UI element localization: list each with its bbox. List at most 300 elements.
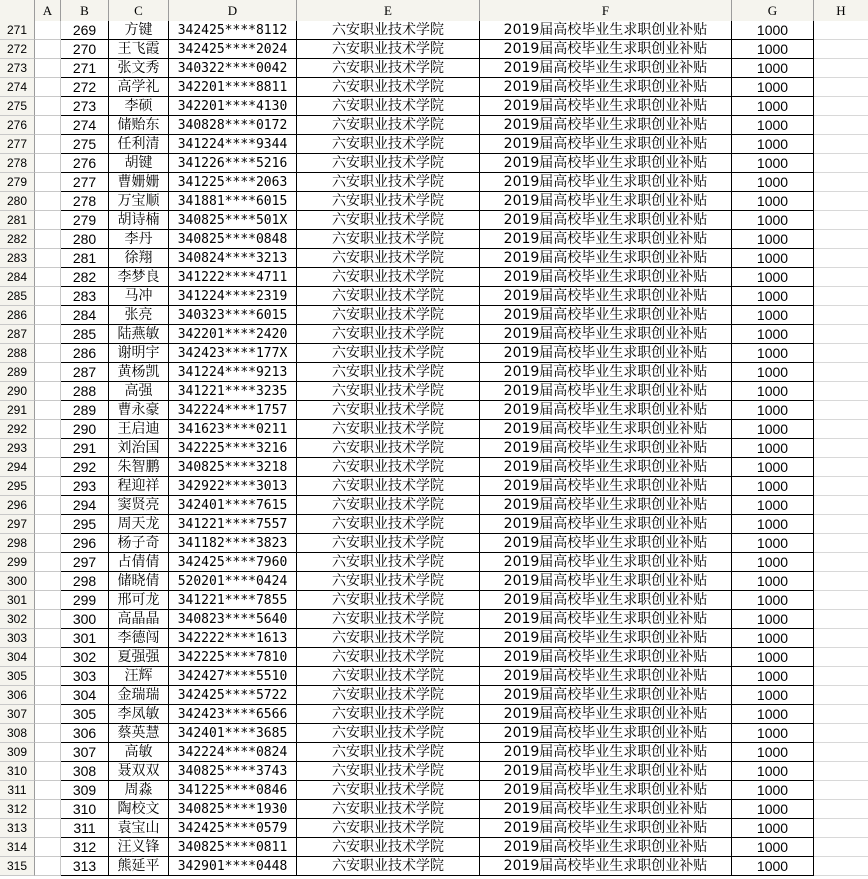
cell-e-school[interactable]: 六安职业技术学院 xyxy=(297,572,480,591)
column-header-e[interactable]: E xyxy=(297,0,480,21)
cell-g-amount[interactable]: 1000 xyxy=(732,116,814,135)
row-header[interactable]: 287 xyxy=(0,325,35,344)
cell-b-index[interactable]: 286 xyxy=(61,344,109,363)
cell-a[interactable] xyxy=(35,762,61,781)
cell-g-amount[interactable]: 1000 xyxy=(732,496,814,515)
cell-g-amount[interactable]: 1000 xyxy=(732,173,814,192)
cell-g-amount[interactable]: 1000 xyxy=(732,135,814,154)
cell-h[interactable] xyxy=(814,230,868,249)
cell-a[interactable] xyxy=(35,838,61,857)
cell-f-subsidy-type[interactable]: 2019届高校毕业生求职创业补贴 xyxy=(480,97,732,116)
row-header[interactable]: 308 xyxy=(0,724,35,743)
cell-g-amount[interactable]: 1000 xyxy=(732,857,814,876)
row-header[interactable]: 315 xyxy=(0,857,35,876)
row-header[interactable]: 288 xyxy=(0,344,35,363)
cell-d-id-number[interactable]: 340825****1930 xyxy=(169,800,297,819)
cell-e-school[interactable]: 六安职业技术学院 xyxy=(297,306,480,325)
cell-b-index[interactable]: 273 xyxy=(61,97,109,116)
cell-f-subsidy-type[interactable]: 2019届高校毕业生求职创业补贴 xyxy=(480,420,732,439)
cell-h[interactable] xyxy=(814,591,868,610)
row-header[interactable]: 313 xyxy=(0,819,35,838)
row-header[interactable]: 291 xyxy=(0,401,35,420)
cell-e-school[interactable]: 六安职业技术学院 xyxy=(297,629,480,648)
cell-h[interactable] xyxy=(814,458,868,477)
cell-a[interactable] xyxy=(35,553,61,572)
cell-b-index[interactable]: 275 xyxy=(61,135,109,154)
cell-d-id-number[interactable]: 341221****7855 xyxy=(169,591,297,610)
row-header[interactable]: 312 xyxy=(0,800,35,819)
cell-f-subsidy-type[interactable]: 2019届高校毕业生求职创业补贴 xyxy=(480,249,732,268)
cell-c-name[interactable]: 张亮 xyxy=(109,306,169,325)
cell-h[interactable] xyxy=(814,762,868,781)
cell-c-name[interactable]: 方键 xyxy=(109,21,169,40)
cell-b-index[interactable]: 301 xyxy=(61,629,109,648)
row-header[interactable]: 303 xyxy=(0,629,35,648)
cell-c-name[interactable]: 窦贤亮 xyxy=(109,496,169,515)
cell-a[interactable] xyxy=(35,458,61,477)
cell-a[interactable] xyxy=(35,591,61,610)
cell-a[interactable] xyxy=(35,173,61,192)
cell-e-school[interactable]: 六安职业技术学院 xyxy=(297,230,480,249)
cell-f-subsidy-type[interactable]: 2019届高校毕业生求职创业补贴 xyxy=(480,838,732,857)
cell-e-school[interactable]: 六安职业技术学院 xyxy=(297,439,480,458)
cell-e-school[interactable]: 六安职业技术学院 xyxy=(297,648,480,667)
cell-e-school[interactable]: 六安职业技术学院 xyxy=(297,705,480,724)
cell-b-index[interactable]: 310 xyxy=(61,800,109,819)
row-header[interactable]: 309 xyxy=(0,743,35,762)
column-header-f[interactable]: F xyxy=(480,0,732,21)
row-header[interactable]: 305 xyxy=(0,667,35,686)
cell-f-subsidy-type[interactable]: 2019届高校毕业生求职创业补贴 xyxy=(480,572,732,591)
cell-e-school[interactable]: 六安职业技术学院 xyxy=(297,268,480,287)
cell-d-id-number[interactable]: 342425****0579 xyxy=(169,819,297,838)
cell-a[interactable] xyxy=(35,629,61,648)
cell-e-school[interactable]: 六安职业技术学院 xyxy=(297,78,480,97)
cell-h[interactable] xyxy=(814,40,868,59)
cell-f-subsidy-type[interactable]: 2019届高校毕业生求职创业补贴 xyxy=(480,610,732,629)
cell-h[interactable] xyxy=(814,496,868,515)
cell-h[interactable] xyxy=(814,648,868,667)
row-header[interactable]: 296 xyxy=(0,496,35,515)
cell-c-name[interactable]: 周天龙 xyxy=(109,515,169,534)
row-header[interactable]: 278 xyxy=(0,154,35,173)
row-header[interactable]: 274 xyxy=(0,78,35,97)
cell-g-amount[interactable]: 1000 xyxy=(732,382,814,401)
cell-h[interactable] xyxy=(814,629,868,648)
cell-a[interactable] xyxy=(35,534,61,553)
cell-b-index[interactable]: 284 xyxy=(61,306,109,325)
cell-h[interactable] xyxy=(814,306,868,325)
cell-f-subsidy-type[interactable]: 2019届高校毕业生求职创业补贴 xyxy=(480,211,732,230)
cell-g-amount[interactable]: 1000 xyxy=(732,40,814,59)
cell-g-amount[interactable]: 1000 xyxy=(732,762,814,781)
cell-b-index[interactable]: 313 xyxy=(61,857,109,876)
cell-d-id-number[interactable]: 342425****5722 xyxy=(169,686,297,705)
cell-f-subsidy-type[interactable]: 2019届高校毕业生求职创业补贴 xyxy=(480,439,732,458)
cell-b-index[interactable]: 298 xyxy=(61,572,109,591)
cell-e-school[interactable]: 六安职业技术学院 xyxy=(297,477,480,496)
cell-c-name[interactable]: 陆燕敏 xyxy=(109,325,169,344)
cell-d-id-number[interactable]: 341224****9344 xyxy=(169,135,297,154)
row-header[interactable]: 283 xyxy=(0,249,35,268)
cell-b-index[interactable]: 304 xyxy=(61,686,109,705)
cell-d-id-number[interactable]: 342225****3216 xyxy=(169,439,297,458)
cell-a[interactable] xyxy=(35,496,61,515)
cell-h[interactable] xyxy=(814,78,868,97)
cell-g-amount[interactable]: 1000 xyxy=(732,629,814,648)
cell-a[interactable] xyxy=(35,667,61,686)
cell-b-index[interactable]: 307 xyxy=(61,743,109,762)
cell-c-name[interactable]: 储贻东 xyxy=(109,116,169,135)
cell-f-subsidy-type[interactable]: 2019届高校毕业生求职创业补贴 xyxy=(480,477,732,496)
row-header[interactable]: 284 xyxy=(0,268,35,287)
cell-a[interactable] xyxy=(35,572,61,591)
cell-f-subsidy-type[interactable]: 2019届高校毕业生求职创业补贴 xyxy=(480,629,732,648)
cell-e-school[interactable]: 六安职业技术学院 xyxy=(297,458,480,477)
cell-c-name[interactable]: 胡键 xyxy=(109,154,169,173)
cell-c-name[interactable]: 夏强强 xyxy=(109,648,169,667)
cell-h[interactable] xyxy=(814,325,868,344)
cell-d-id-number[interactable]: 342423****177X xyxy=(169,344,297,363)
cell-g-amount[interactable]: 1000 xyxy=(732,591,814,610)
row-header[interactable]: 285 xyxy=(0,287,35,306)
cell-e-school[interactable]: 六安职业技术学院 xyxy=(297,515,480,534)
cell-b-index[interactable]: 292 xyxy=(61,458,109,477)
cell-g-amount[interactable]: 1000 xyxy=(732,800,814,819)
cell-c-name[interactable]: 张文秀 xyxy=(109,59,169,78)
cell-c-name[interactable]: 邢可龙 xyxy=(109,591,169,610)
cell-f-subsidy-type[interactable]: 2019届高校毕业生求职创业补贴 xyxy=(480,173,732,192)
cell-a[interactable] xyxy=(35,401,61,420)
cell-g-amount[interactable]: 1000 xyxy=(732,724,814,743)
cell-h[interactable] xyxy=(814,553,868,572)
cell-b-index[interactable]: 308 xyxy=(61,762,109,781)
row-header[interactable]: 314 xyxy=(0,838,35,857)
cell-f-subsidy-type[interactable]: 2019届高校毕业生求职创业补贴 xyxy=(480,591,732,610)
cell-g-amount[interactable]: 1000 xyxy=(732,477,814,496)
cell-e-school[interactable]: 六安职业技术学院 xyxy=(297,610,480,629)
cell-a[interactable] xyxy=(35,857,61,876)
cell-g-amount[interactable]: 1000 xyxy=(732,686,814,705)
cell-f-subsidy-type[interactable]: 2019届高校毕业生求职创业补贴 xyxy=(480,857,732,876)
cell-g-amount[interactable]: 1000 xyxy=(732,781,814,800)
cell-d-id-number[interactable]: 341222****4711 xyxy=(169,268,297,287)
cell-d-id-number[interactable]: 341225****2063 xyxy=(169,173,297,192)
cell-a[interactable] xyxy=(35,59,61,78)
column-header-b[interactable]: B xyxy=(61,0,109,21)
cell-h[interactable] xyxy=(814,724,868,743)
cell-h[interactable] xyxy=(814,420,868,439)
cell-a[interactable] xyxy=(35,648,61,667)
cell-d-id-number[interactable]: 342427****5510 xyxy=(169,667,297,686)
row-header[interactable]: 292 xyxy=(0,420,35,439)
row-header[interactable]: 272 xyxy=(0,40,35,59)
row-header[interactable]: 310 xyxy=(0,762,35,781)
cell-c-name[interactable]: 杨子奇 xyxy=(109,534,169,553)
cell-h[interactable] xyxy=(814,743,868,762)
cell-e-school[interactable]: 六安职业技术学院 xyxy=(297,762,480,781)
cell-f-subsidy-type[interactable]: 2019届高校毕业生求职创业补贴 xyxy=(480,724,732,743)
cell-d-id-number[interactable]: 520201****0424 xyxy=(169,572,297,591)
cell-h[interactable] xyxy=(814,382,868,401)
cell-h[interactable] xyxy=(814,800,868,819)
cell-d-id-number[interactable]: 341225****0846 xyxy=(169,781,297,800)
cell-e-school[interactable]: 六安职业技术学院 xyxy=(297,344,480,363)
cell-f-subsidy-type[interactable]: 2019届高校毕业生求职创业补贴 xyxy=(480,344,732,363)
cell-g-amount[interactable]: 1000 xyxy=(732,705,814,724)
row-header[interactable]: 276 xyxy=(0,116,35,135)
cell-e-school[interactable]: 六安职业技术学院 xyxy=(297,173,480,192)
cell-c-name[interactable]: 金瑞瑞 xyxy=(109,686,169,705)
cell-g-amount[interactable]: 1000 xyxy=(732,667,814,686)
cell-g-amount[interactable]: 1000 xyxy=(732,325,814,344)
row-header[interactable]: 304 xyxy=(0,648,35,667)
column-header-h[interactable]: H xyxy=(814,0,868,21)
cell-a[interactable] xyxy=(35,363,61,382)
cell-g-amount[interactable]: 1000 xyxy=(732,21,814,40)
cell-g-amount[interactable]: 1000 xyxy=(732,819,814,838)
cell-d-id-number[interactable]: 342201****4130 xyxy=(169,97,297,116)
cell-e-school[interactable]: 六安职业技术学院 xyxy=(297,154,480,173)
cell-d-id-number[interactable]: 340825****0848 xyxy=(169,230,297,249)
cell-c-name[interactable]: 万宝顺 xyxy=(109,192,169,211)
cell-e-school[interactable]: 六安职业技术学院 xyxy=(297,781,480,800)
cell-d-id-number[interactable]: 342423****6566 xyxy=(169,705,297,724)
cell-e-school[interactable]: 六安职业技术学院 xyxy=(297,325,480,344)
cell-e-school[interactable]: 六安职业技术学院 xyxy=(297,534,480,553)
cell-c-name[interactable]: 曹永豪 xyxy=(109,401,169,420)
cell-f-subsidy-type[interactable]: 2019届高校毕业生求职创业补贴 xyxy=(480,667,732,686)
cell-b-index[interactable]: 294 xyxy=(61,496,109,515)
cell-f-subsidy-type[interactable]: 2019届高校毕业生求职创业补贴 xyxy=(480,78,732,97)
cell-d-id-number[interactable]: 342901****0448 xyxy=(169,857,297,876)
cell-b-index[interactable]: 290 xyxy=(61,420,109,439)
cell-f-subsidy-type[interactable]: 2019届高校毕业生求职创业补贴 xyxy=(480,819,732,838)
cell-b-index[interactable]: 288 xyxy=(61,382,109,401)
cell-h[interactable] xyxy=(814,705,868,724)
cell-g-amount[interactable]: 1000 xyxy=(732,420,814,439)
cell-c-name[interactable]: 黄杨凯 xyxy=(109,363,169,382)
cell-f-subsidy-type[interactable]: 2019届高校毕业生求职创业补贴 xyxy=(480,534,732,553)
cell-h[interactable] xyxy=(814,97,868,116)
cell-b-index[interactable]: 306 xyxy=(61,724,109,743)
row-header[interactable]: 280 xyxy=(0,192,35,211)
row-header[interactable]: 289 xyxy=(0,363,35,382)
cell-g-amount[interactable]: 1000 xyxy=(732,363,814,382)
cell-c-name[interactable]: 熊延平 xyxy=(109,857,169,876)
cell-b-index[interactable]: 303 xyxy=(61,667,109,686)
cell-c-name[interactable]: 汪义锋 xyxy=(109,838,169,857)
cell-h[interactable] xyxy=(814,287,868,306)
cell-c-name[interactable]: 占倩倩 xyxy=(109,553,169,572)
cell-f-subsidy-type[interactable]: 2019届高校毕业生求职创业补贴 xyxy=(480,781,732,800)
cell-d-id-number[interactable]: 340825****3218 xyxy=(169,458,297,477)
cell-g-amount[interactable]: 1000 xyxy=(732,154,814,173)
cell-f-subsidy-type[interactable]: 2019届高校毕业生求职创业补贴 xyxy=(480,515,732,534)
cell-e-school[interactable]: 六安职业技术学院 xyxy=(297,553,480,572)
cell-c-name[interactable]: 袁宝山 xyxy=(109,819,169,838)
cell-b-index[interactable]: 289 xyxy=(61,401,109,420)
cell-a[interactable] xyxy=(35,40,61,59)
row-header[interactable]: 295 xyxy=(0,477,35,496)
cell-a[interactable] xyxy=(35,268,61,287)
cell-c-name[interactable]: 李丹 xyxy=(109,230,169,249)
cell-d-id-number[interactable]: 341623****0211 xyxy=(169,420,297,439)
cell-g-amount[interactable]: 1000 xyxy=(732,553,814,572)
cell-d-id-number[interactable]: 342425****7960 xyxy=(169,553,297,572)
cell-h[interactable] xyxy=(814,686,868,705)
cell-f-subsidy-type[interactable]: 2019届高校毕业生求职创业补贴 xyxy=(480,154,732,173)
cell-h[interactable] xyxy=(814,268,868,287)
cell-f-subsidy-type[interactable]: 2019届高校毕业生求职创业补贴 xyxy=(480,306,732,325)
cell-f-subsidy-type[interactable]: 2019届高校毕业生求职创业补贴 xyxy=(480,382,732,401)
cell-b-index[interactable]: 279 xyxy=(61,211,109,230)
cell-c-name[interactable]: 聂双双 xyxy=(109,762,169,781)
cell-e-school[interactable]: 六安职业技术学院 xyxy=(297,686,480,705)
cell-f-subsidy-type[interactable]: 2019届高校毕业生求职创业补贴 xyxy=(480,135,732,154)
cell-g-amount[interactable]: 1000 xyxy=(732,97,814,116)
cell-g-amount[interactable]: 1000 xyxy=(732,249,814,268)
cell-f-subsidy-type[interactable]: 2019届高校毕业生求职创业补贴 xyxy=(480,648,732,667)
cell-a[interactable] xyxy=(35,249,61,268)
cell-g-amount[interactable]: 1000 xyxy=(732,306,814,325)
cell-c-name[interactable]: 马冲 xyxy=(109,287,169,306)
cell-h[interactable] xyxy=(814,344,868,363)
cell-e-school[interactable]: 六安职业技术学院 xyxy=(297,496,480,515)
cell-e-school[interactable]: 六安职业技术学院 xyxy=(297,21,480,40)
row-header[interactable]: 299 xyxy=(0,553,35,572)
cell-h[interactable] xyxy=(814,534,868,553)
cell-e-school[interactable]: 六安职业技术学院 xyxy=(297,363,480,382)
cell-f-subsidy-type[interactable]: 2019届高校毕业生求职创业补贴 xyxy=(480,116,732,135)
cell-h[interactable] xyxy=(814,781,868,800)
cell-h[interactable] xyxy=(814,401,868,420)
cell-h[interactable] xyxy=(814,515,868,534)
cell-g-amount[interactable]: 1000 xyxy=(732,458,814,477)
cell-a[interactable] xyxy=(35,344,61,363)
cell-e-school[interactable]: 六安职业技术学院 xyxy=(297,743,480,762)
cell-f-subsidy-type[interactable]: 2019届高校毕业生求职创业补贴 xyxy=(480,743,732,762)
cell-f-subsidy-type[interactable]: 2019届高校毕业生求职创业补贴 xyxy=(480,458,732,477)
cell-e-school[interactable]: 六安职业技术学院 xyxy=(297,192,480,211)
cell-b-index[interactable]: 302 xyxy=(61,648,109,667)
cell-g-amount[interactable]: 1000 xyxy=(732,230,814,249)
row-header[interactable]: 294 xyxy=(0,458,35,477)
row-header[interactable]: 307 xyxy=(0,705,35,724)
cell-e-school[interactable]: 六安职业技术学院 xyxy=(297,40,480,59)
cell-a[interactable] xyxy=(35,420,61,439)
cell-g-amount[interactable]: 1000 xyxy=(732,59,814,78)
cell-b-index[interactable]: 274 xyxy=(61,116,109,135)
cell-a[interactable] xyxy=(35,705,61,724)
cell-a[interactable] xyxy=(35,135,61,154)
cell-b-index[interactable]: 280 xyxy=(61,230,109,249)
cell-e-school[interactable]: 六安职业技术学院 xyxy=(297,59,480,78)
cell-a[interactable] xyxy=(35,724,61,743)
cell-c-name[interactable]: 蔡英慧 xyxy=(109,724,169,743)
cell-e-school[interactable]: 六安职业技术学院 xyxy=(297,857,480,876)
cell-c-name[interactable]: 王飞霞 xyxy=(109,40,169,59)
cell-a[interactable] xyxy=(35,781,61,800)
select-all-corner[interactable] xyxy=(0,0,35,21)
cell-c-name[interactable]: 陶校文 xyxy=(109,800,169,819)
cell-f-subsidy-type[interactable]: 2019届高校毕业生求职创业补贴 xyxy=(480,192,732,211)
cell-c-name[interactable]: 高强 xyxy=(109,382,169,401)
cell-a[interactable] xyxy=(35,686,61,705)
cell-f-subsidy-type[interactable]: 2019届高校毕业生求职创业补贴 xyxy=(480,553,732,572)
column-header-d[interactable]: D xyxy=(169,0,297,21)
cell-a[interactable] xyxy=(35,306,61,325)
cell-g-amount[interactable]: 1000 xyxy=(732,610,814,629)
column-header-c[interactable]: C xyxy=(109,0,169,21)
cell-e-school[interactable]: 六安职业技术学院 xyxy=(297,135,480,154)
cell-b-index[interactable]: 271 xyxy=(61,59,109,78)
cell-d-id-number[interactable]: 342224****1757 xyxy=(169,401,297,420)
cell-b-index[interactable]: 291 xyxy=(61,439,109,458)
cell-g-amount[interactable]: 1000 xyxy=(732,534,814,553)
cell-g-amount[interactable]: 1000 xyxy=(732,344,814,363)
cell-c-name[interactable]: 李德闯 xyxy=(109,629,169,648)
cell-f-subsidy-type[interactable]: 2019届高校毕业生求职创业补贴 xyxy=(480,21,732,40)
cell-f-subsidy-type[interactable]: 2019届高校毕业生求职创业补贴 xyxy=(480,762,732,781)
column-header-g[interactable]: G xyxy=(732,0,814,21)
cell-a[interactable] xyxy=(35,439,61,458)
cell-a[interactable] xyxy=(35,819,61,838)
cell-d-id-number[interactable]: 342225****7810 xyxy=(169,648,297,667)
cell-a[interactable] xyxy=(35,21,61,40)
cell-a[interactable] xyxy=(35,192,61,211)
cell-h[interactable] xyxy=(814,211,868,230)
cell-e-school[interactable]: 六安职业技术学院 xyxy=(297,591,480,610)
cell-c-name[interactable]: 高敏 xyxy=(109,743,169,762)
cell-e-school[interactable]: 六安职业技术学院 xyxy=(297,420,480,439)
cell-d-id-number[interactable]: 340825****501X xyxy=(169,211,297,230)
cell-h[interactable] xyxy=(814,819,868,838)
cell-h[interactable] xyxy=(814,857,868,876)
row-header[interactable]: 306 xyxy=(0,686,35,705)
cell-a[interactable] xyxy=(35,97,61,116)
cell-b-index[interactable]: 293 xyxy=(61,477,109,496)
cell-b-index[interactable]: 277 xyxy=(61,173,109,192)
cell-a[interactable] xyxy=(35,477,61,496)
cell-h[interactable] xyxy=(814,116,868,135)
cell-e-school[interactable]: 六安职业技术学院 xyxy=(297,724,480,743)
cell-a[interactable] xyxy=(35,116,61,135)
row-header[interactable]: 273 xyxy=(0,59,35,78)
cell-d-id-number[interactable]: 340323****6015 xyxy=(169,306,297,325)
row-header[interactable]: 282 xyxy=(0,230,35,249)
cell-b-index[interactable]: 278 xyxy=(61,192,109,211)
cell-b-index[interactable]: 270 xyxy=(61,40,109,59)
cell-e-school[interactable]: 六安职业技术学院 xyxy=(297,819,480,838)
cell-b-index[interactable]: 309 xyxy=(61,781,109,800)
cell-d-id-number[interactable]: 340828****0172 xyxy=(169,116,297,135)
row-header[interactable]: 301 xyxy=(0,591,35,610)
row-header[interactable]: 298 xyxy=(0,534,35,553)
cell-d-id-number[interactable]: 340825****0811 xyxy=(169,838,297,857)
cell-h[interactable] xyxy=(814,21,868,40)
cell-g-amount[interactable]: 1000 xyxy=(732,743,814,762)
row-header[interactable]: 290 xyxy=(0,382,35,401)
cell-b-index[interactable]: 296 xyxy=(61,534,109,553)
cell-a[interactable] xyxy=(35,325,61,344)
row-header[interactable]: 281 xyxy=(0,211,35,230)
cell-d-id-number[interactable]: 341221****7557 xyxy=(169,515,297,534)
row-header[interactable]: 302 xyxy=(0,610,35,629)
cell-h[interactable] xyxy=(814,192,868,211)
cell-f-subsidy-type[interactable]: 2019届高校毕业生求职创业补贴 xyxy=(480,686,732,705)
cell-d-id-number[interactable]: 341226****5216 xyxy=(169,154,297,173)
